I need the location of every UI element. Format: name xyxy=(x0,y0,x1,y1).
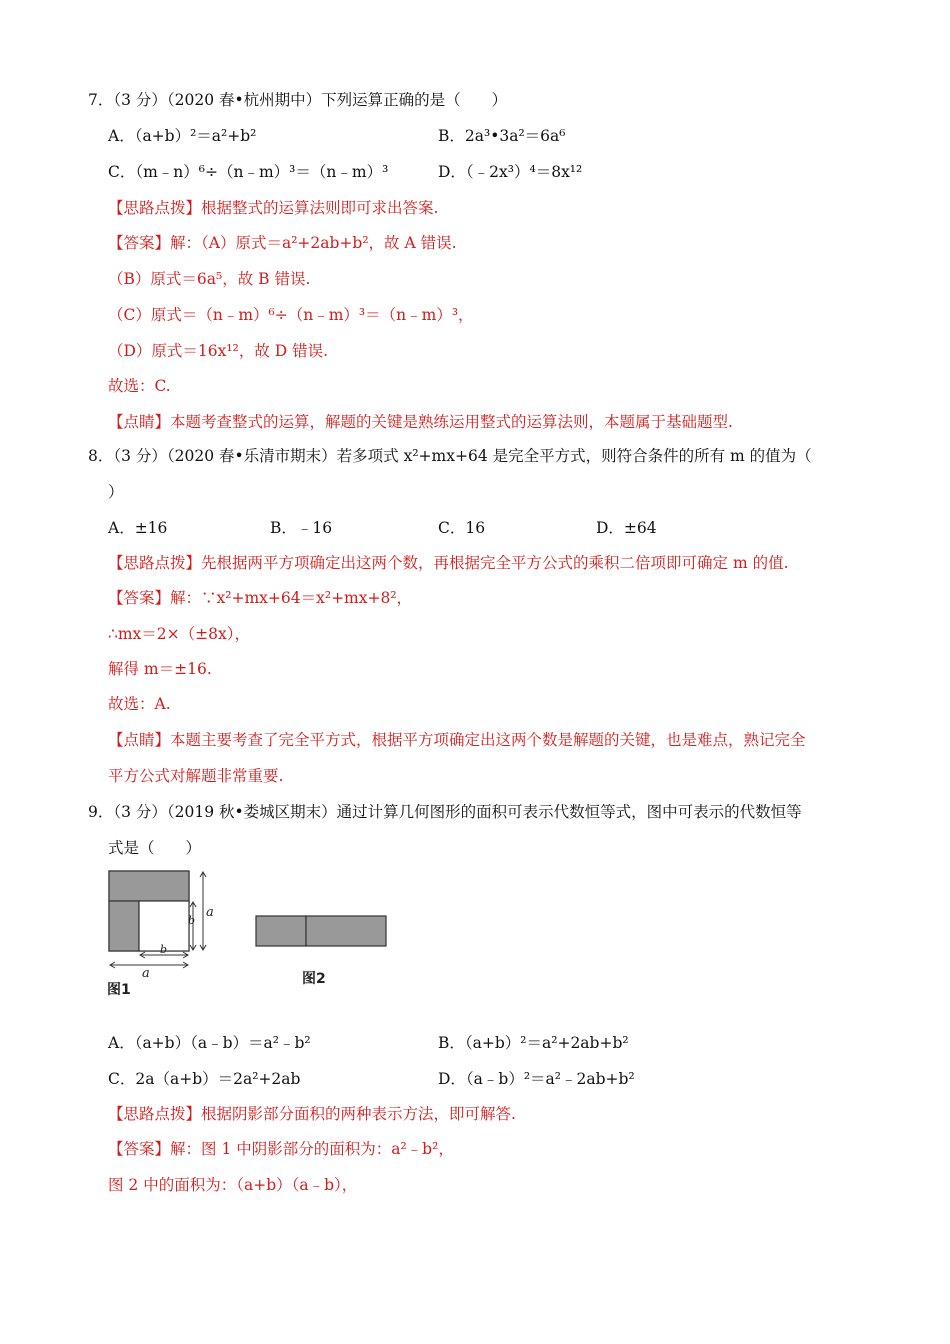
q7-answer-tag: 【答案】 xyxy=(108,234,171,252)
q8-comment-tag: 【点睛】 xyxy=(108,731,171,749)
q7-hint-text: 根据整式的运算法则即可求出答案. xyxy=(201,199,439,217)
q9-option-b: B．（a+b）²＝a²+2ab+b² xyxy=(438,1034,629,1052)
q8-option-a: A．±16 xyxy=(108,519,168,537)
fig1-label-a-bottom: a xyxy=(142,966,150,981)
q7-answer-line-4: （D）原式＝16x¹²，故 D 错误. xyxy=(108,342,329,360)
q7-hint xyxy=(108,198,438,218)
q8-answer-line-4: 故选：A. xyxy=(108,695,171,713)
q8-answer-line-2: ∴mx＝2×（±8x）， xyxy=(108,625,250,643)
q9-answer-line-1 xyxy=(108,1139,454,1159)
q8-comment-text: 本题主要考查了完全平方式，根据平方项确定出这两个数是解题的关键，也是难点，熟记完全 xyxy=(170,731,806,749)
q8-option-b: B．﹣16 xyxy=(270,519,333,537)
fig1-label-b-bottom: b xyxy=(160,943,168,956)
q9-hint xyxy=(108,1104,516,1124)
q7-answer-line-1 xyxy=(108,233,457,253)
fig1-label-a-right: a xyxy=(206,905,214,920)
q7-comment xyxy=(108,412,733,432)
q8-stem-line-2: ） xyxy=(108,483,124,501)
q9-options-row2 xyxy=(108,1069,728,1089)
q7-hint-tag: 【思路点拨】 xyxy=(108,199,202,217)
q7-options-row2 xyxy=(108,162,708,182)
q7-answer-line-5: 故选：C. xyxy=(108,377,171,395)
fig1-shaded-top xyxy=(109,871,189,901)
q8-hint-tag: 【思路点拨】 xyxy=(108,554,202,572)
q7-answer-line-3: （C）原式＝（n﹣m）⁶÷（n﹣m）³＝（n﹣m）³， xyxy=(108,306,474,324)
fig1-caption: 图1 xyxy=(107,982,131,998)
q9-answer-text: 解：图 1 中阴影部分的面积为：a²﹣b²， xyxy=(170,1140,454,1158)
q8-hint-text: 先根据两平方项确定出这两个数，再根据完全平方公式的乘积二倍项即可确定 m 的值. xyxy=(201,554,789,572)
q7-stem: 7．（3 分）（2020 春•杭州期中）下列运算正确的是（ ） xyxy=(88,91,508,109)
q8-options-row xyxy=(108,518,748,538)
q8-answer-text: 解：∵x²+mx+64＝x²+mx+8²， xyxy=(170,589,413,607)
q7-comment-text: 本题考查整式的运算，解题的关键是熟练运用整式的运算法则，本题属于基础题型. xyxy=(170,413,733,431)
q8-option-c: C．16 xyxy=(438,519,486,537)
q8-hint xyxy=(108,553,789,573)
q7-option-a: A．（a+b）²＝a²+b² xyxy=(108,127,257,145)
q7-answer-line-2: （B）原式＝6a⁵，故 B 错误. xyxy=(108,270,311,288)
q8-answer-line-3: 解得 m＝±16. xyxy=(108,660,212,678)
q9-option-d: D．（a﹣b）²＝a²﹣2ab+b² xyxy=(438,1070,635,1088)
fig1-shaded-left xyxy=(109,901,139,951)
q7-option-d: D．（﹣2x³）⁴＝8x¹² xyxy=(438,163,583,181)
q9-option-a: A．（a+b）（a﹣b）＝a²﹣b² xyxy=(108,1034,311,1052)
q9-stem-line-1: 9．（3 分）（2019 秋•娄城区期末）通过计算几何图形的面积可表示代数恒等式，图中可表示的代数恒等 xyxy=(88,803,802,821)
fig2-right-block xyxy=(306,916,386,946)
q8-comment-line-2: 平方公式对解题非常重要. xyxy=(108,767,284,785)
q9-stem-line-2: 式是（ ） xyxy=(108,839,202,857)
q7-option-c: C．（m﹣n）⁶÷（n﹣m）³＝（n﹣m）³ xyxy=(108,163,389,181)
q8-stem-line-1: 8．（3 分）（2020 春•乐清市期末）若多项式 x²+mx+64 是完全平方式，则符合条件的所有 m 的值为（ xyxy=(88,447,812,465)
q9-hint-tag: 【思路点拨】 xyxy=(108,1105,202,1123)
q8-answer-tag: 【答案】 xyxy=(108,589,171,607)
q9-answer-tag: 【答案】 xyxy=(108,1140,171,1158)
fig2-caption: 图2 xyxy=(302,971,326,987)
fig1-label-b-right: b xyxy=(188,914,196,927)
q8-option-d: D．±64 xyxy=(596,519,657,537)
q8-comment-line-1 xyxy=(108,730,806,750)
q9-figure-1 xyxy=(100,862,230,1002)
fig2-left-block xyxy=(256,916,306,946)
q9-option-c: C．2a（a+b）＝2a²+2ab xyxy=(108,1070,301,1088)
q7-answer-text: 解：（A）原式＝a²+2ab+b²，故 A 错误. xyxy=(170,234,457,252)
q9-options-row1 xyxy=(108,1033,728,1053)
q9-hint-text: 根据阴影部分面积的两种表示方法，即可解答. xyxy=(201,1105,516,1123)
q7-comment-tag: 【点睛】 xyxy=(108,413,171,431)
q9-answer-line-2: 图 2 中的面积为：（a+b）（a﹣b）， xyxy=(108,1176,358,1194)
q7-options-row1 xyxy=(108,126,708,146)
q8-answer-line-1 xyxy=(108,588,412,608)
q7-option-b: B．2a³•3a²＝6a⁶ xyxy=(438,127,566,145)
q9-figure-2 xyxy=(252,912,392,992)
